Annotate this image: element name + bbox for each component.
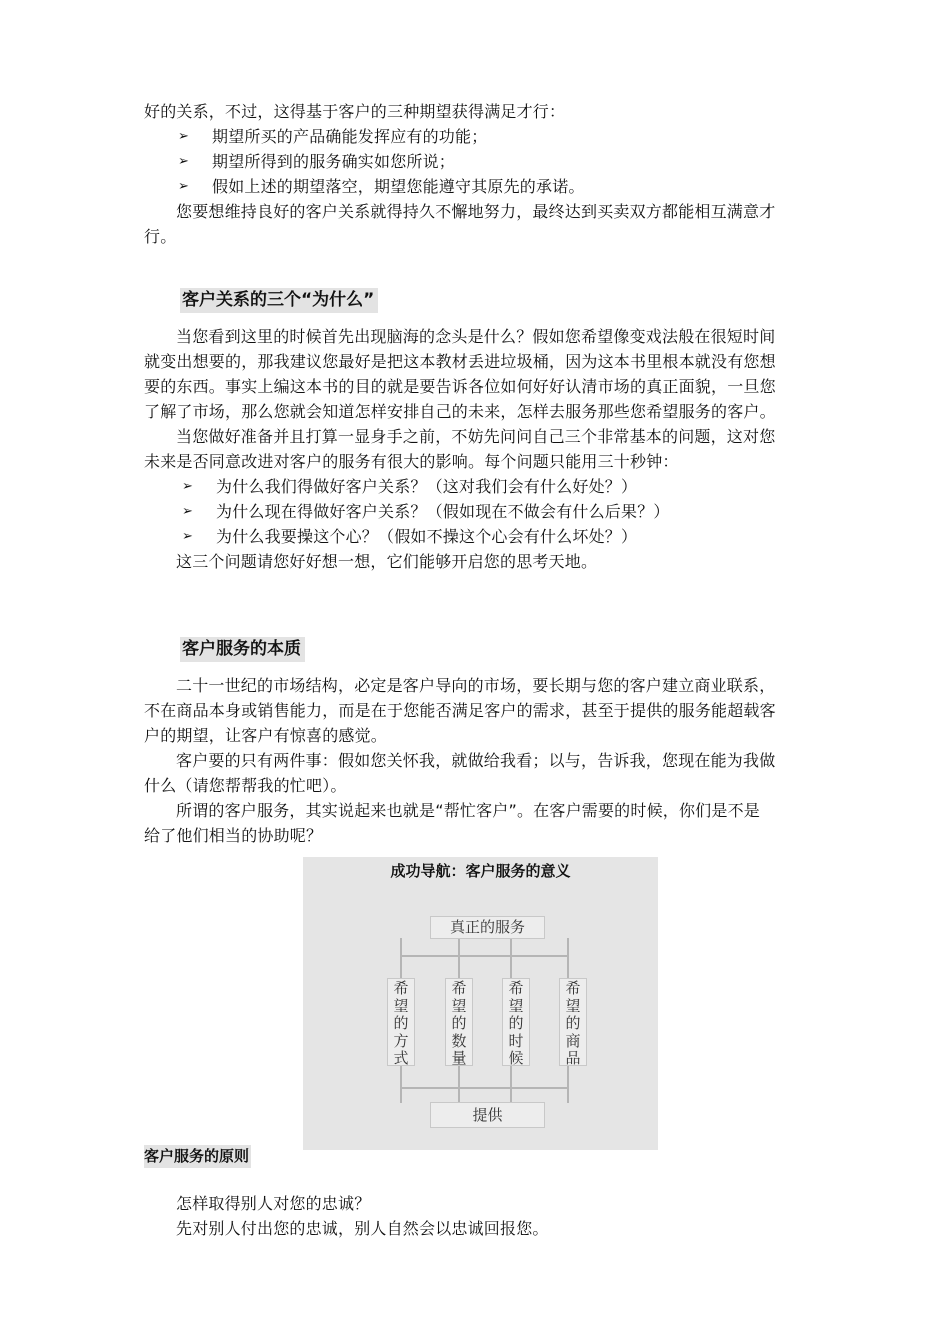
diagram-column-quantity: 希望的数量 <box>445 978 473 1066</box>
paragraph-line: 怎样取得别人对您的忠诚？ <box>176 1194 371 1213</box>
question-item: 为什么我要操这个心？（假如不操这个心会有什么坏处？） <box>216 527 638 546</box>
paragraph-line: 了解了市场，那么您就会知道怎样安排自己的未来，怎样去服务那些您希望服务的客户。 <box>144 402 776 421</box>
bullet-arrow-icon: ➢ <box>182 529 193 544</box>
bullet-arrow-icon: ➢ <box>178 129 189 144</box>
paragraph-line: 当您做好准备并且打算一显身手之前，不妨先问问自己三个非常基本的问题，这对您 <box>176 427 776 446</box>
diagram-column-way: 希望的方式 <box>387 978 415 1066</box>
connector-line <box>567 1065 569 1103</box>
paragraph-line: 所谓的客户服务，其实说起来也就是“帮忙客户”。在客户需要的时候，你们是不是 <box>176 801 760 820</box>
bullet-arrow-icon: ➢ <box>178 154 189 169</box>
section-heading-why: 客户关系的三个“为什么” <box>180 288 378 313</box>
paragraph-line: 客户要的只有两件事：假如您关怀我，就做给我看；以与，告诉我，您现在能为我做 <box>176 751 776 770</box>
paragraph-line: 这三个问题请您好好想一想，它们能够开启您的思考天地。 <box>176 552 598 571</box>
paragraph-line: 户的期望，让客户有惊喜的感觉。 <box>144 726 388 745</box>
paragraph-line: 二十一世纪的市场结构，必定是客户导向的市场，要长期与您的客户建立商业联系， <box>176 676 776 695</box>
connector-line <box>510 938 512 979</box>
paragraph-line: 未来是否同意改进对客户的服务有很大的影响。每个问题只能用三十秒钟： <box>144 452 679 471</box>
paragraph-line: 要的东西。事实上编这本书的目的就是要告诉各位如何好好认清市场的真正面貌，一旦您 <box>144 377 776 396</box>
question-item: 为什么现在得做好客户关系？（假如现在不做会有什么后果？） <box>216 502 670 521</box>
connector-line <box>400 1087 569 1089</box>
connector-line <box>567 938 569 979</box>
paragraph-line: 先对别人付出您的忠诚，别人自然会以忠诚回报您。 <box>176 1219 549 1238</box>
bullet-arrow-icon: ➢ <box>178 179 189 194</box>
bullet-arrow-icon: ➢ <box>182 479 193 494</box>
question-item: 为什么我们得做好客户关系？（这对我们会有什么好处？） <box>216 477 638 496</box>
expectation-item: 假如上述的期望落空，期望您能遵守其原先的承诺。 <box>212 177 585 196</box>
paragraph-line: 行。 <box>144 227 177 246</box>
diagram-bottom-box: 提供 <box>430 1102 545 1128</box>
diagram-column-goods: 希望的商品 <box>559 978 587 1066</box>
paragraph-line: 就变出想要的，那我建议您最好是把这本教材丢进垃圾桶，因为这本书里根本就没有您想 <box>144 352 776 371</box>
diagram-title: 成功导航：客户服务的意义 <box>390 862 571 880</box>
connector-line <box>400 955 569 957</box>
paragraph-line: 给了他们相当的协助呢？ <box>144 826 323 845</box>
paragraph-line: 不在商品本身或销售能力，而是在于您能否满足客户的需求，甚至于提供的服务能超载客 <box>144 701 776 720</box>
section-heading-essence: 客户服务的本质 <box>180 637 305 662</box>
connector-line <box>400 1065 402 1103</box>
connector-line <box>458 938 460 979</box>
connector-line <box>400 938 402 979</box>
bullet-arrow-icon: ➢ <box>182 504 193 519</box>
connector-line <box>510 1065 512 1103</box>
paragraph-line: 您要想维持良好的客户关系就得持久不懈地努力，最终达到买卖双方都能相互满意才 <box>176 202 776 221</box>
paragraph-line: 什么（请您帮帮我的忙吧）。 <box>144 776 347 795</box>
section-heading-principles: 客户服务的原则 <box>144 1145 251 1168</box>
diagram-top-box: 真正的服务 <box>430 916 545 939</box>
expectation-item: 期望所得到的服务确实如您所说； <box>212 152 456 171</box>
paragraph-line: 当您看到这里的时候首先出现脑海的念头是什么？假如您希望像变戏法般在很短时间 <box>176 327 776 346</box>
expectation-item: 期望所买的产品确能发挥应有的功能； <box>212 127 488 146</box>
connector-line <box>458 1065 460 1103</box>
intro-line: 好的关系，不过，这得基于客户的三种期望获得满足才行： <box>144 102 566 121</box>
service-meaning-diagram <box>303 857 658 1150</box>
diagram-column-time: 希望的时候 <box>502 978 530 1066</box>
